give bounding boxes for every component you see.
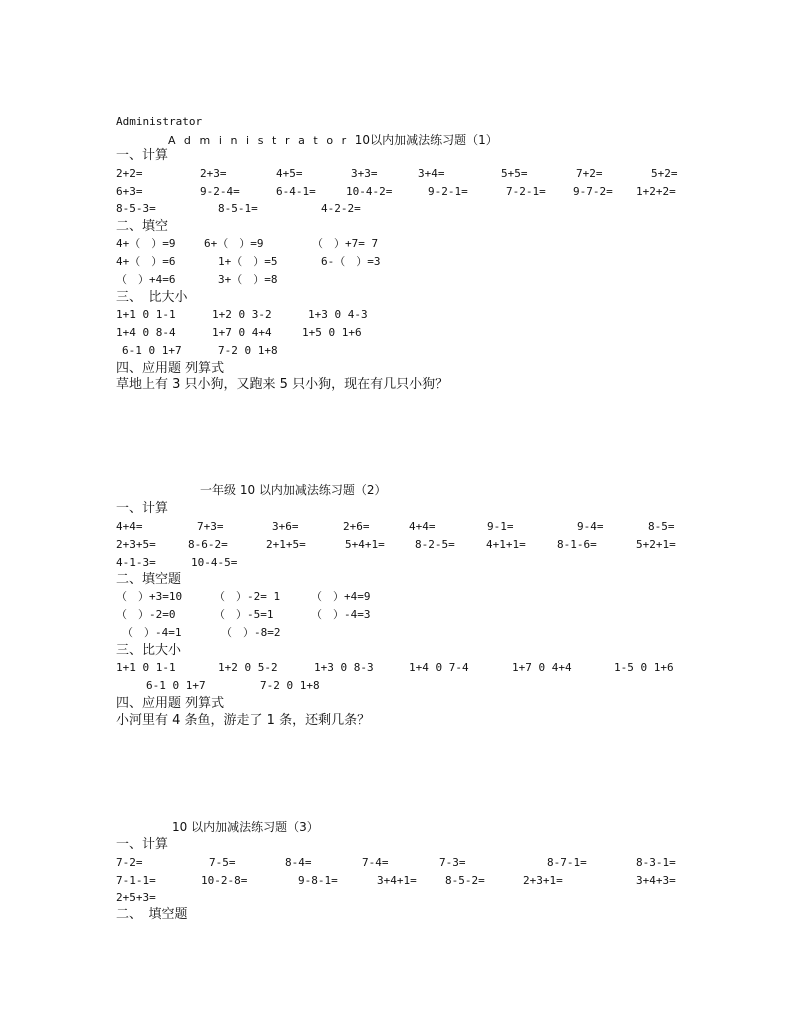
ex1-section-compare: 三、 比大小 xyxy=(116,290,188,305)
ex1-cmp-5: 1+7 0 4+4 xyxy=(212,326,272,339)
ex2-r2-4: 5+4+1= xyxy=(345,538,385,551)
ex2-r1-3: 3+6= xyxy=(272,520,299,533)
ex1-r1-1: 2+2= xyxy=(116,167,143,180)
ex1-r1-4: 3+3= xyxy=(351,167,378,180)
ex2-cmp-3: 1+3 0 8-3 xyxy=(314,661,374,674)
ex3-title: 10 以内加减法练习题（3） xyxy=(172,820,319,834)
ex2-section-calc: 一、计算 xyxy=(116,501,169,516)
ex2-r3-1: 4-1-3= xyxy=(116,556,156,569)
ex3-r1-5: 7-3= xyxy=(439,856,466,869)
ex3-section-fill: 二、 填空题 xyxy=(116,907,188,922)
ex2-fill-1: （ ）+3=10 xyxy=(116,590,183,603)
ex2-fill-6: （ ）-4=3 xyxy=(311,608,371,621)
ex1-r2-8: 1+2+2= xyxy=(636,185,676,198)
ex1-section-calc: 一、计算 xyxy=(116,148,169,163)
ex3-r3-1: 2+5+3= xyxy=(116,891,156,904)
ex2-section-word: 四、应用题 列算式 xyxy=(116,696,225,711)
ex2-r2-1: 2+3+5= xyxy=(116,538,156,551)
ex1-cmp-6: 1+5 0 1+6 xyxy=(302,326,362,339)
ex1-title-spaced: Administrator xyxy=(168,134,355,147)
ex2-fill-8: （ ）-8=2 xyxy=(221,626,281,639)
ex1-r2-1: 6+3= xyxy=(116,185,143,198)
ex1-r1-5: 3+4= xyxy=(418,167,445,180)
ex2-r2-2: 8-6-2= xyxy=(188,538,228,551)
ex2-r1-8: 8-5= xyxy=(648,520,675,533)
ex3-r2-4: 3+4+1= xyxy=(377,874,417,887)
ex2-cmp-6: 1-5 0 1+6 xyxy=(614,661,674,674)
ex2-cmp-7: 6-1 0 1+7 xyxy=(146,679,206,692)
ex1-r1-3: 4+5= xyxy=(276,167,303,180)
ex3-r2-6: 2+3+1= xyxy=(523,874,563,887)
ex3-r2-5: 8-5-2= xyxy=(445,874,485,887)
ex1-fill-5: 1+（ ）=5 xyxy=(218,255,278,268)
ex2-r2-6: 4+1+1= xyxy=(486,538,526,551)
ex3-r1-2: 7-5= xyxy=(209,856,236,869)
ex2-cmp-2: 1+2 0 5-2 xyxy=(218,661,278,674)
ex3-r2-1: 7-1-1= xyxy=(116,874,156,887)
ex1-r2-5: 9-2-1= xyxy=(428,185,468,198)
ex2-r2-7: 8-1-6= xyxy=(557,538,597,551)
ex1-r3-3: 4-2-2= xyxy=(321,202,361,215)
ex2-r1-1: 4+4= xyxy=(116,520,143,533)
ex1-r3-2: 8-5-1= xyxy=(218,202,258,215)
ex2-r2-5: 8-2-5= xyxy=(415,538,455,551)
ex1-r1-8: 5+2= xyxy=(651,167,678,180)
ex1-section-fill: 二、填空 xyxy=(116,219,169,234)
ex2-title: 一年级 10 以内加减法练习题（2） xyxy=(200,483,387,497)
ex1-r2-3: 6-4-1= xyxy=(276,185,316,198)
ex3-r1-7: 8-3-1= xyxy=(636,856,676,869)
ex1-section-word: 四、应用题 列算式 xyxy=(116,361,225,376)
ex1-fill-8: 3+（ ）=8 xyxy=(218,273,278,286)
ex1-cmp-2: 1+2 0 3-2 xyxy=(212,308,272,321)
ex3-r2-7: 3+4+3= xyxy=(636,874,676,887)
ex1-title xyxy=(168,131,498,147)
ex1-cmp-1: 1+1 0 1-1 xyxy=(116,308,176,321)
ex2-cmp-1: 1+1 0 1-1 xyxy=(116,661,176,674)
ex1-cmp-4: 1+4 0 8-4 xyxy=(116,326,176,339)
ex2-r2-3: 2+1+5= xyxy=(266,538,306,551)
ex1-word-problem: 草地上有 3 只小狗，又跑来 5 只小狗，现在有几只小狗？ xyxy=(116,377,449,392)
ex3-r1-3: 8-4= xyxy=(285,856,312,869)
ex1-r1-2: 2+3= xyxy=(200,167,227,180)
ex2-r1-7: 9-4= xyxy=(577,520,604,533)
ex1-r3-1: 8-5-3= xyxy=(116,202,156,215)
ex2-r1-2: 7+3= xyxy=(197,520,224,533)
ex2-cmp-4: 1+4 0 7-4 xyxy=(409,661,469,674)
ex1-r1-6: 5+5= xyxy=(501,167,528,180)
ex1-fill-2: 6+（ ）=9 xyxy=(204,237,264,250)
ex2-word-problem: 小河里有 4 条鱼，游走了 1 条，还剩几条？ xyxy=(116,713,371,728)
ex3-r2-2: 10-2-8= xyxy=(201,874,248,887)
ex2-fill-2: （ ）-2= 1 xyxy=(214,590,281,603)
ex1-cmp-7: 6-1 0 1+7 xyxy=(122,344,182,357)
ex3-r1-4: 7-4= xyxy=(362,856,389,869)
ex3-section-calc: 一、计算 xyxy=(116,837,169,852)
ex1-fill-6: 6-（ ）=3 xyxy=(321,255,381,268)
ex1-r2-2: 9-2-4= xyxy=(200,185,240,198)
ex2-r1-6: 9-1= xyxy=(487,520,514,533)
ex2-fill-3: （ ）+4=9 xyxy=(311,590,371,603)
ex2-section-compare: 三、比大小 xyxy=(116,643,182,658)
ex2-r2-8: 5+2+1= xyxy=(636,538,676,551)
ex1-cmp-3: 1+3 0 4-3 xyxy=(308,308,368,321)
ex1-title-rest: 10以内加减法练习题（1） xyxy=(354,133,498,147)
ex1-cmp-8: 7-2 0 1+8 xyxy=(218,344,278,357)
ex2-r1-5: 4+4= xyxy=(409,520,436,533)
ex2-r3-2: 10-4-5= xyxy=(191,556,238,569)
ex1-r2-6: 7-2-1= xyxy=(506,185,546,198)
ex2-section-fill: 二、填空题 xyxy=(116,572,182,587)
author-label: Administrator xyxy=(116,115,203,128)
ex1-fill-3: （ ）+7= 7 xyxy=(312,237,379,250)
ex2-cmp-5: 1+7 0 4+4 xyxy=(512,661,572,674)
ex2-cmp-8: 7-2 0 1+8 xyxy=(260,679,320,692)
ex3-r2-3: 9-8-1= xyxy=(298,874,338,887)
ex2-r1-4: 2+6= xyxy=(343,520,370,533)
ex1-fill-4: 4+（ ）=6 xyxy=(116,255,176,268)
ex3-r1-1: 7-2= xyxy=(116,856,143,869)
ex3-r1-6: 8-7-1= xyxy=(547,856,587,869)
ex2-fill-4: （ ）-2=0 xyxy=(116,608,176,621)
ex1-r2-4: 10-4-2= xyxy=(346,185,393,198)
ex1-r2-7: 9-7-2= xyxy=(573,185,613,198)
ex1-r1-7: 7+2= xyxy=(576,167,603,180)
ex1-fill-1: 4+（ ）=9 xyxy=(116,237,176,250)
ex1-fill-7: （ ）+4=6 xyxy=(116,273,176,286)
ex2-fill-5: （ ）-5=1 xyxy=(214,608,274,621)
ex2-fill-7: （ ）-4=1 xyxy=(122,626,182,639)
